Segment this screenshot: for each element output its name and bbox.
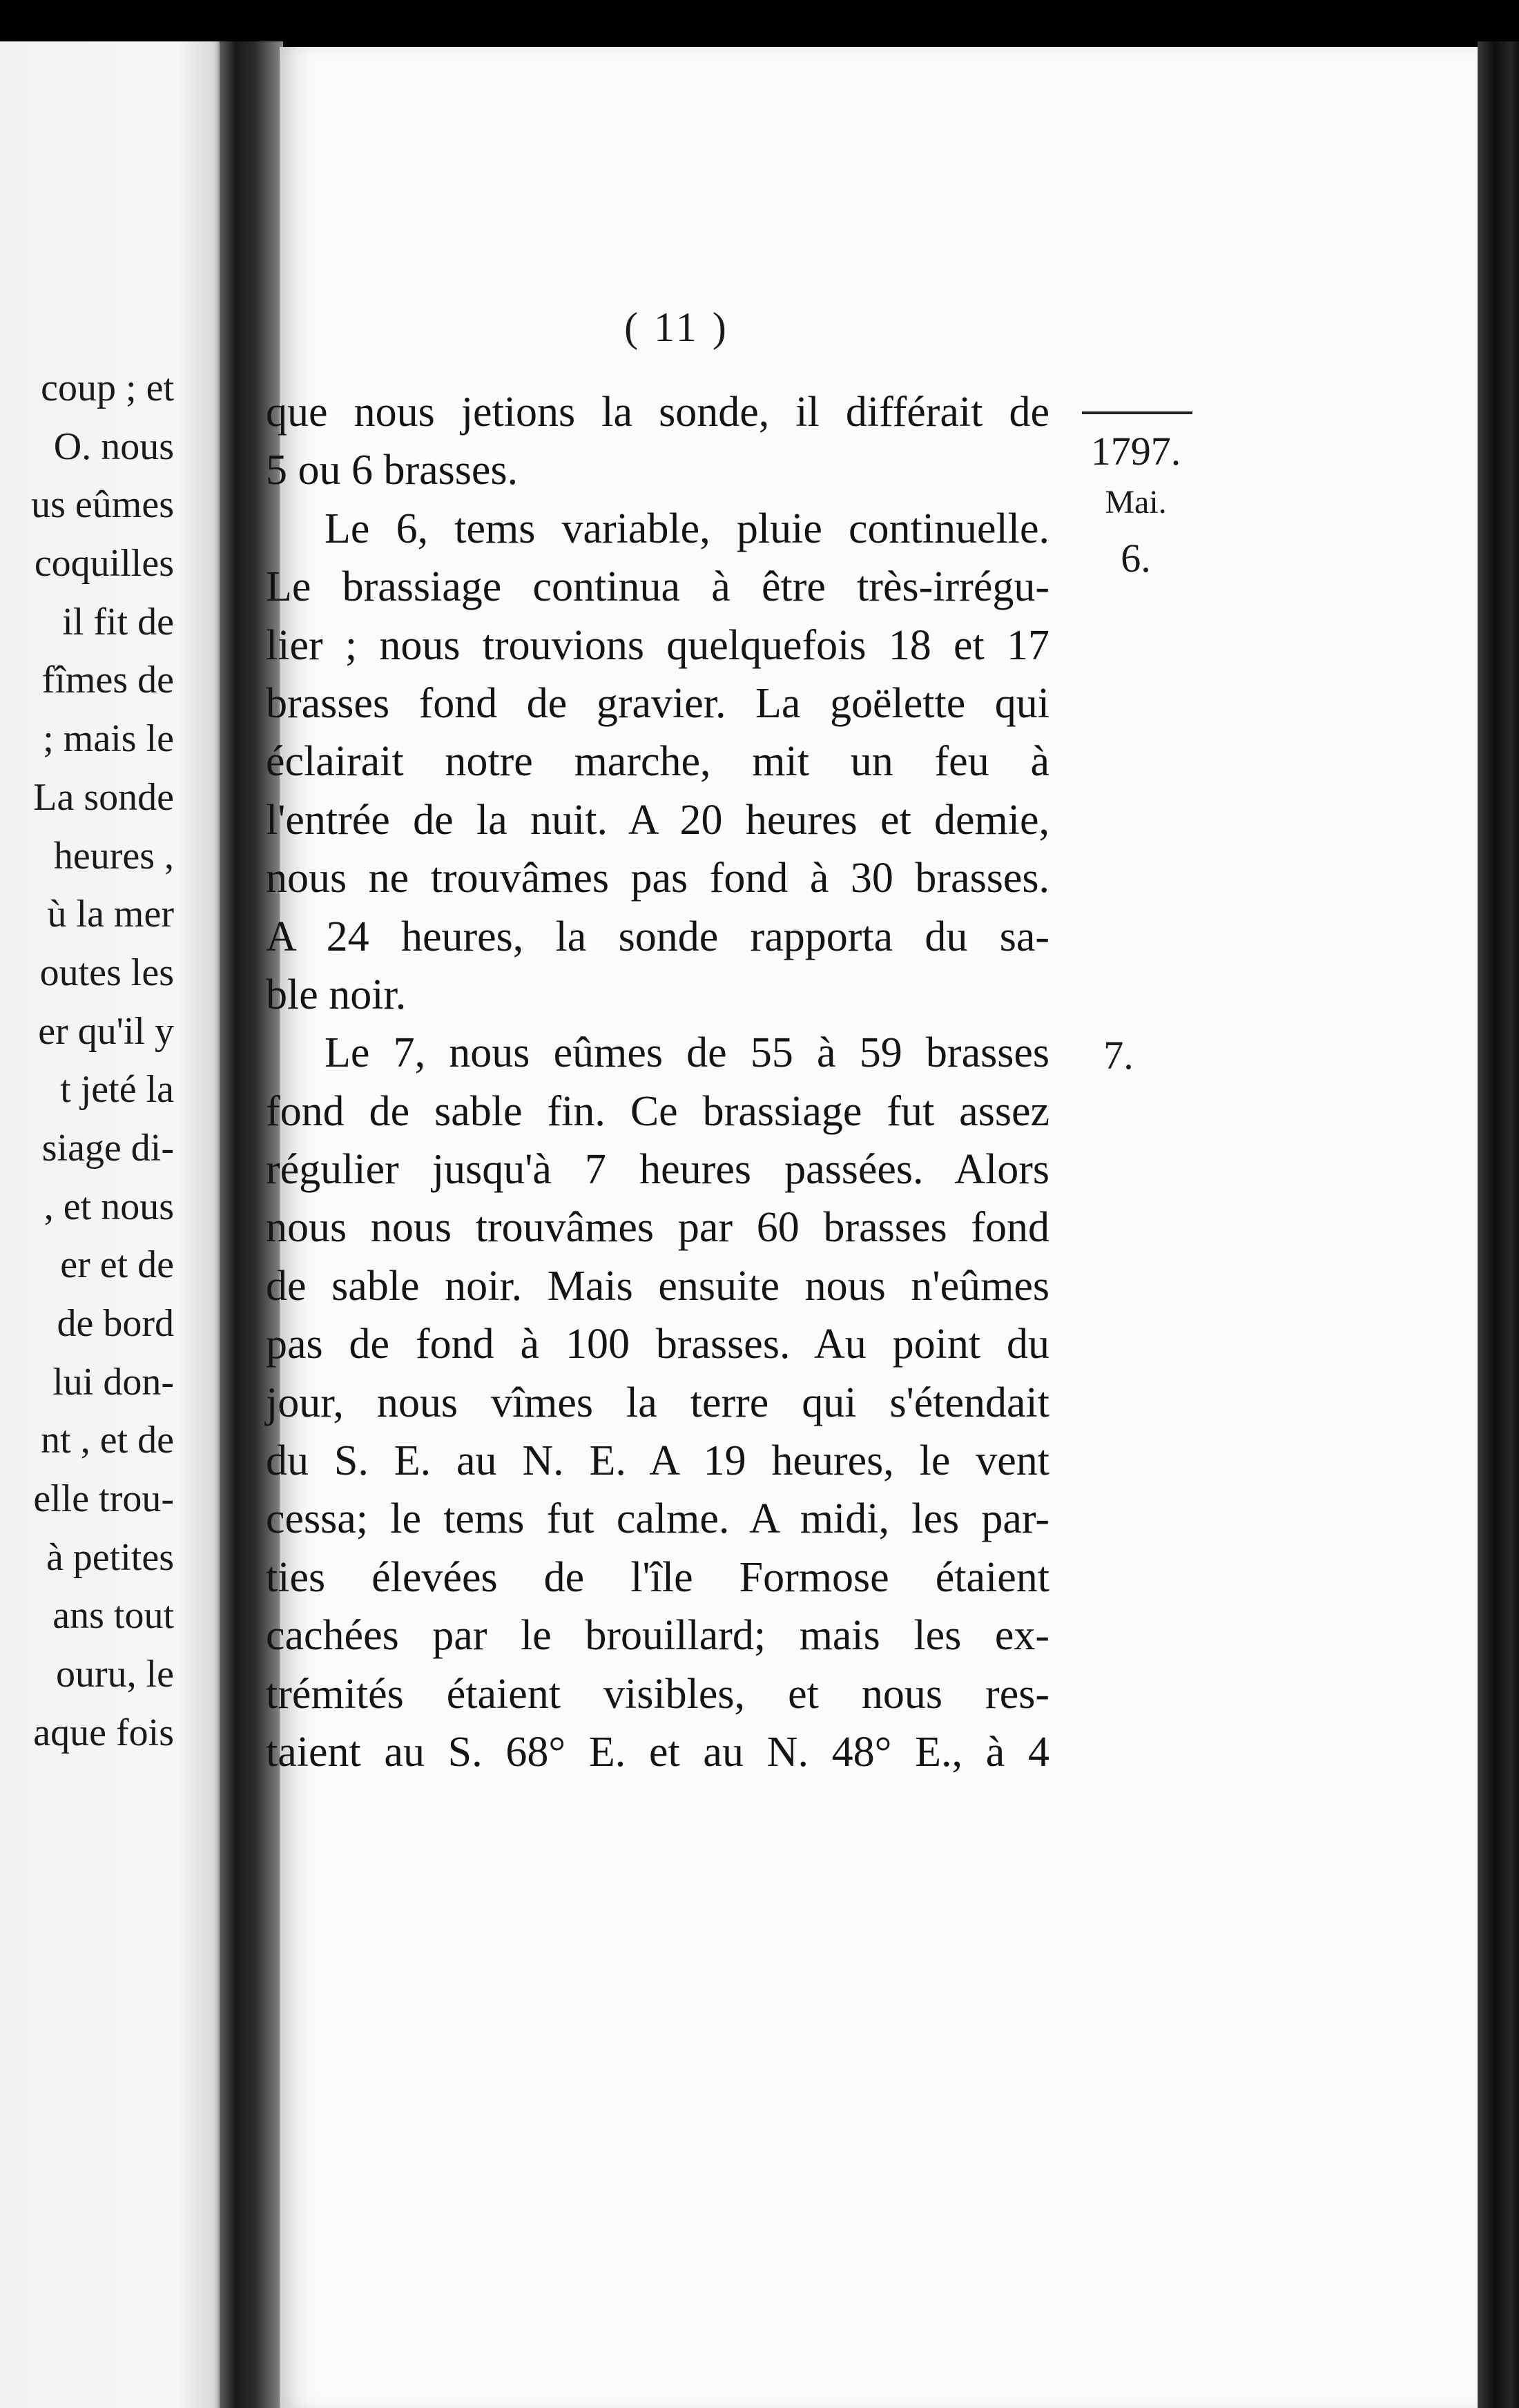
left-line: , et nous — [43, 1185, 174, 1228]
margin-year: 1797. — [1090, 429, 1181, 474]
text-line: brasses fond de gravier. La goëlette qui — [266, 679, 1049, 727]
text-line: ble noir. — [266, 971, 407, 1018]
text-line: trémités étaient visibles, et nous res- — [266, 1670, 1049, 1718]
text-line: l'entrée de la nuit. A 20 heures et demie, — [266, 796, 1049, 844]
text-line: de sable noir. Mais ensuite nous n'eûmes — [266, 1262, 1049, 1310]
left-line: coquilles — [34, 542, 174, 585]
text-line: Le brassiage continua à être très-irrégu- — [266, 563, 1049, 611]
text-line: régulier jusqu'à 7 heures passées. Alors — [266, 1146, 1049, 1194]
left-line: nt , et de — [41, 1419, 174, 1462]
text-line: Le 7, nous eûmes de 55 à 59 brasses — [325, 1029, 1049, 1077]
text-line: du S. E. au N. E. A 19 heures, le vent — [266, 1437, 1049, 1485]
text-line: cachées par le brouillard; mais les ex- — [266, 1612, 1049, 1660]
left-line: il fit de — [62, 600, 174, 643]
text-line: jour, nous vîmes la terre qui s'étendait — [266, 1379, 1049, 1426]
text-line: A 24 heures, la sonde rapporta du sa- — [266, 913, 1049, 960]
text-line: éclairait notre marche, mit un feu à — [266, 738, 1049, 786]
text-line: 5 ou 6 brasses. — [266, 447, 519, 494]
left-line: fîmes de — [41, 659, 174, 702]
left-line: ù la mer — [47, 893, 174, 936]
left-page-text — [0, 359, 174, 1763]
left-line: us eûmes — [31, 483, 174, 527]
margin-month: Mai. — [1105, 484, 1167, 521]
left-line: er et de — [60, 1243, 174, 1287]
text-line: fond de sable fin. Ce brassiage fut assez — [266, 1087, 1049, 1135]
body-text — [266, 383, 1049, 1781]
text-line: nous nous trouvâmes par 60 brasses fond — [266, 1204, 1049, 1252]
left-line: O. nous — [53, 425, 174, 468]
left-line: ; mais le — [43, 717, 174, 761]
text-line: pas de fond à 100 brasses. Au point du — [266, 1321, 1049, 1368]
left-line: lui don- — [52, 1360, 174, 1404]
text-line: que nous jetions la sonde, il différait de — [266, 389, 1049, 436]
page-number: ( 11 ) — [624, 304, 729, 350]
text-line: nous ne trouvâmes pas fond à 30 brasses. — [266, 855, 1049, 902]
text-line: taient au S. 68° E. et au N. 48° E., à 4 — [266, 1728, 1049, 1776]
left-line: à petites — [46, 1535, 174, 1579]
left-line: coup ; et — [41, 367, 174, 409]
left-line: t jeté la — [60, 1068, 174, 1111]
text-line: ties élevées de l'île Formose étaient — [266, 1553, 1049, 1601]
left-line: outes les — [39, 951, 174, 994]
left-line: elle trou- — [33, 1477, 174, 1521]
text-line: cessa; le tems fut calme. A midi, les par- — [266, 1495, 1049, 1543]
margin-rule — [1082, 411, 1192, 414]
scan-border-right — [1478, 41, 1519, 2408]
left-line: ouru, le — [55, 1653, 174, 1696]
left-line: ans tout — [52, 1594, 174, 1638]
left-line: aque fois — [33, 1711, 174, 1754]
left-line: heures , — [53, 834, 174, 877]
text-line: Le 6, tems variable, pluie continuelle. — [325, 505, 1049, 552]
left-line: siage di- — [41, 1126, 174, 1169]
margin-day-7: 7. — [1103, 1033, 1134, 1078]
left-line: de bord — [57, 1302, 174, 1345]
margin-day-6: 6. — [1121, 536, 1151, 581]
left-line: er qu'il y — [38, 1009, 174, 1053]
left-line: La sonde — [33, 775, 174, 819]
text-line: lier ; nous trouvions quelquefois 18 et 17 — [266, 621, 1049, 669]
